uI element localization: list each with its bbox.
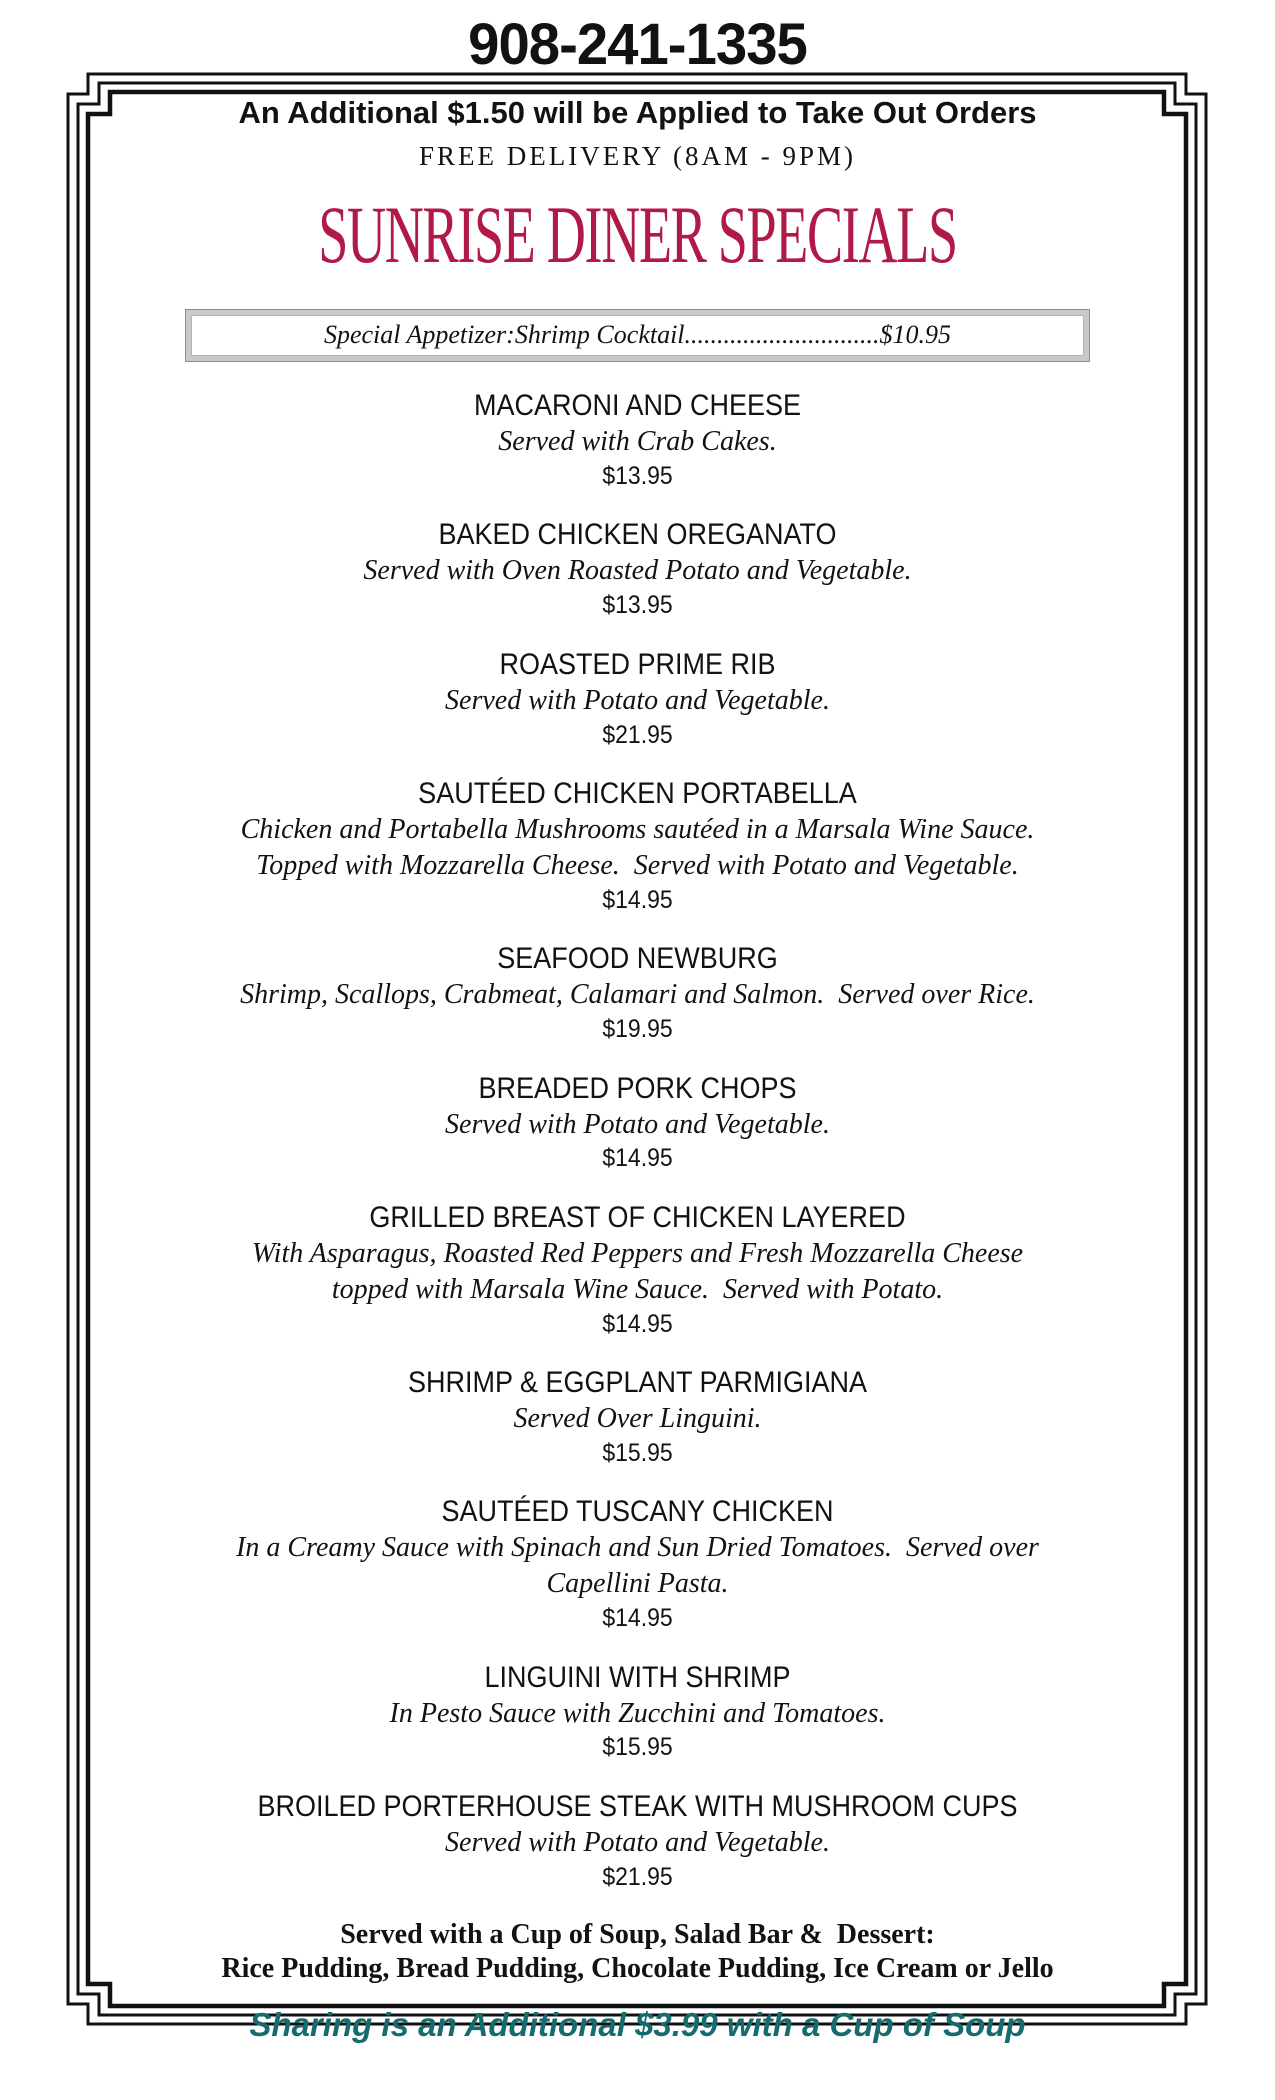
item-description: Served Over Linguini. xyxy=(513,1403,762,1435)
menu-item xyxy=(0,1660,1275,1764)
item-description: Served with Potato and Vegetable. xyxy=(445,1108,830,1140)
item-description-block xyxy=(0,683,1275,719)
item-name: BREADED PORK CHOPS xyxy=(478,1071,797,1105)
menu-item xyxy=(0,647,1275,751)
takeout-notice: An Additional $1.50 will be Applied to Take Out Orders xyxy=(238,95,1037,130)
item-description-block xyxy=(0,812,1275,884)
item-description-block xyxy=(0,1530,1275,1602)
item-name: SAUTÉED CHICKEN PORTABELLA xyxy=(418,777,857,811)
menu-item xyxy=(0,941,1275,1045)
item-price: $19.95 xyxy=(602,1015,673,1044)
phone-number: 908-241-1335 xyxy=(468,12,807,77)
menu-item xyxy=(0,1071,1275,1175)
item-description: In Pesto Sauce with Zucchini and Tomatoes. xyxy=(389,1697,886,1729)
item-description: Topped with Mozzarella Cheese. Served with Potato and Vegetable. xyxy=(256,849,1019,881)
menu-item xyxy=(0,1200,1275,1340)
menu-item xyxy=(0,1789,1275,1893)
footer-desserts-line: Rice Pudding, Bread Pudding, Chocolate Pudding, Ice Cream or Jello xyxy=(221,1952,1054,1984)
item-name: MACARONI AND CHEESE xyxy=(473,389,802,423)
item-name: BROILED PORTERHOUSE STEAK WITH MUSHROOM CUPS xyxy=(257,1789,1018,1823)
menu-item xyxy=(0,776,1275,916)
item-description: Capellini Pasta. xyxy=(546,1568,729,1600)
item-name: LINGUINI WITH SHRIMP xyxy=(484,1660,791,1694)
item-description-block xyxy=(0,424,1275,460)
item-description: Served with Potato and Vegetable. xyxy=(445,684,830,716)
item-description: With Asparagus, Roasted Red Peppers and Fresh Mozzarella Cheese xyxy=(251,1237,1024,1269)
item-description: Chicken and Portabella Mushrooms sautéed in a Marsala Wine Sauce. xyxy=(240,814,1035,846)
item-name: SHRIMP & EGGPLANT PARMIGIANA xyxy=(407,1366,868,1400)
item-description-block xyxy=(0,1825,1275,1861)
menu-items xyxy=(0,388,1275,1893)
item-name: SAUTÉED TUSCANY CHICKEN xyxy=(441,1495,834,1529)
footer-included xyxy=(0,1918,1275,1985)
menu-item xyxy=(0,1494,1275,1634)
item-description-block xyxy=(0,1107,1275,1143)
item-price: $14.95 xyxy=(602,885,673,914)
page-title: SUNRISE DINER SPECIALS xyxy=(318,189,957,281)
item-description: In a Creamy Sauce with Spinach and Sun Dried Tomatoes. Served over xyxy=(236,1532,1039,1564)
item-description-block xyxy=(0,1401,1275,1437)
menu-item xyxy=(0,1365,1275,1469)
item-price: $15.95 xyxy=(602,1438,673,1467)
item-description: Served with Potato and Vegetable. xyxy=(445,1826,830,1858)
item-price: $21.95 xyxy=(602,1862,673,1891)
special-offer-text: Special Appetizer:Shrimp Cocktail..............................$10.95 xyxy=(323,319,952,349)
item-description-block xyxy=(0,553,1275,589)
delivery-hours: FREE DELIVERY (8AM - 9PM) xyxy=(419,141,856,172)
item-name: SEAFOOD NEWBURG xyxy=(497,942,778,976)
menu-item xyxy=(0,517,1275,621)
item-description-block xyxy=(0,1236,1275,1308)
sharing-notice: Sharing is an Additional $3.99 with a Cup of Soup xyxy=(249,2006,1026,2044)
item-description: Served with Oven Roasted Potato and Vegetable. xyxy=(363,555,912,587)
item-description-block xyxy=(0,1696,1275,1732)
item-price: $13.95 xyxy=(602,461,673,490)
item-name: GRILLED BREAST OF CHICKEN LAYERED xyxy=(369,1200,906,1234)
item-description: Shrimp, Scallops, Crabmeat, Calamari and Salmon. Served over Rice. xyxy=(240,979,1035,1011)
item-price: $14.95 xyxy=(602,1604,673,1633)
special-offer-box xyxy=(185,309,1090,363)
item-name: ROASTED PRIME RIB xyxy=(499,647,776,681)
item-price: $15.95 xyxy=(602,1733,673,1762)
menu-item xyxy=(0,388,1275,492)
item-description: Served with Crab Cakes. xyxy=(498,426,777,458)
item-price: $14.95 xyxy=(602,1309,673,1338)
menu-content xyxy=(0,12,1275,2045)
item-price: $14.95 xyxy=(602,1144,673,1173)
footer-included-line: Served with a Cup of Soup, Salad Bar & Dessert: xyxy=(340,1919,935,1951)
item-price: $21.95 xyxy=(602,720,673,749)
item-name: BAKED CHICKEN OREGANATO xyxy=(438,518,837,552)
item-price: $13.95 xyxy=(602,591,673,620)
item-description: topped with Marsala Wine Sauce. Served with Potato. xyxy=(331,1273,944,1305)
item-description-block xyxy=(0,977,1275,1013)
